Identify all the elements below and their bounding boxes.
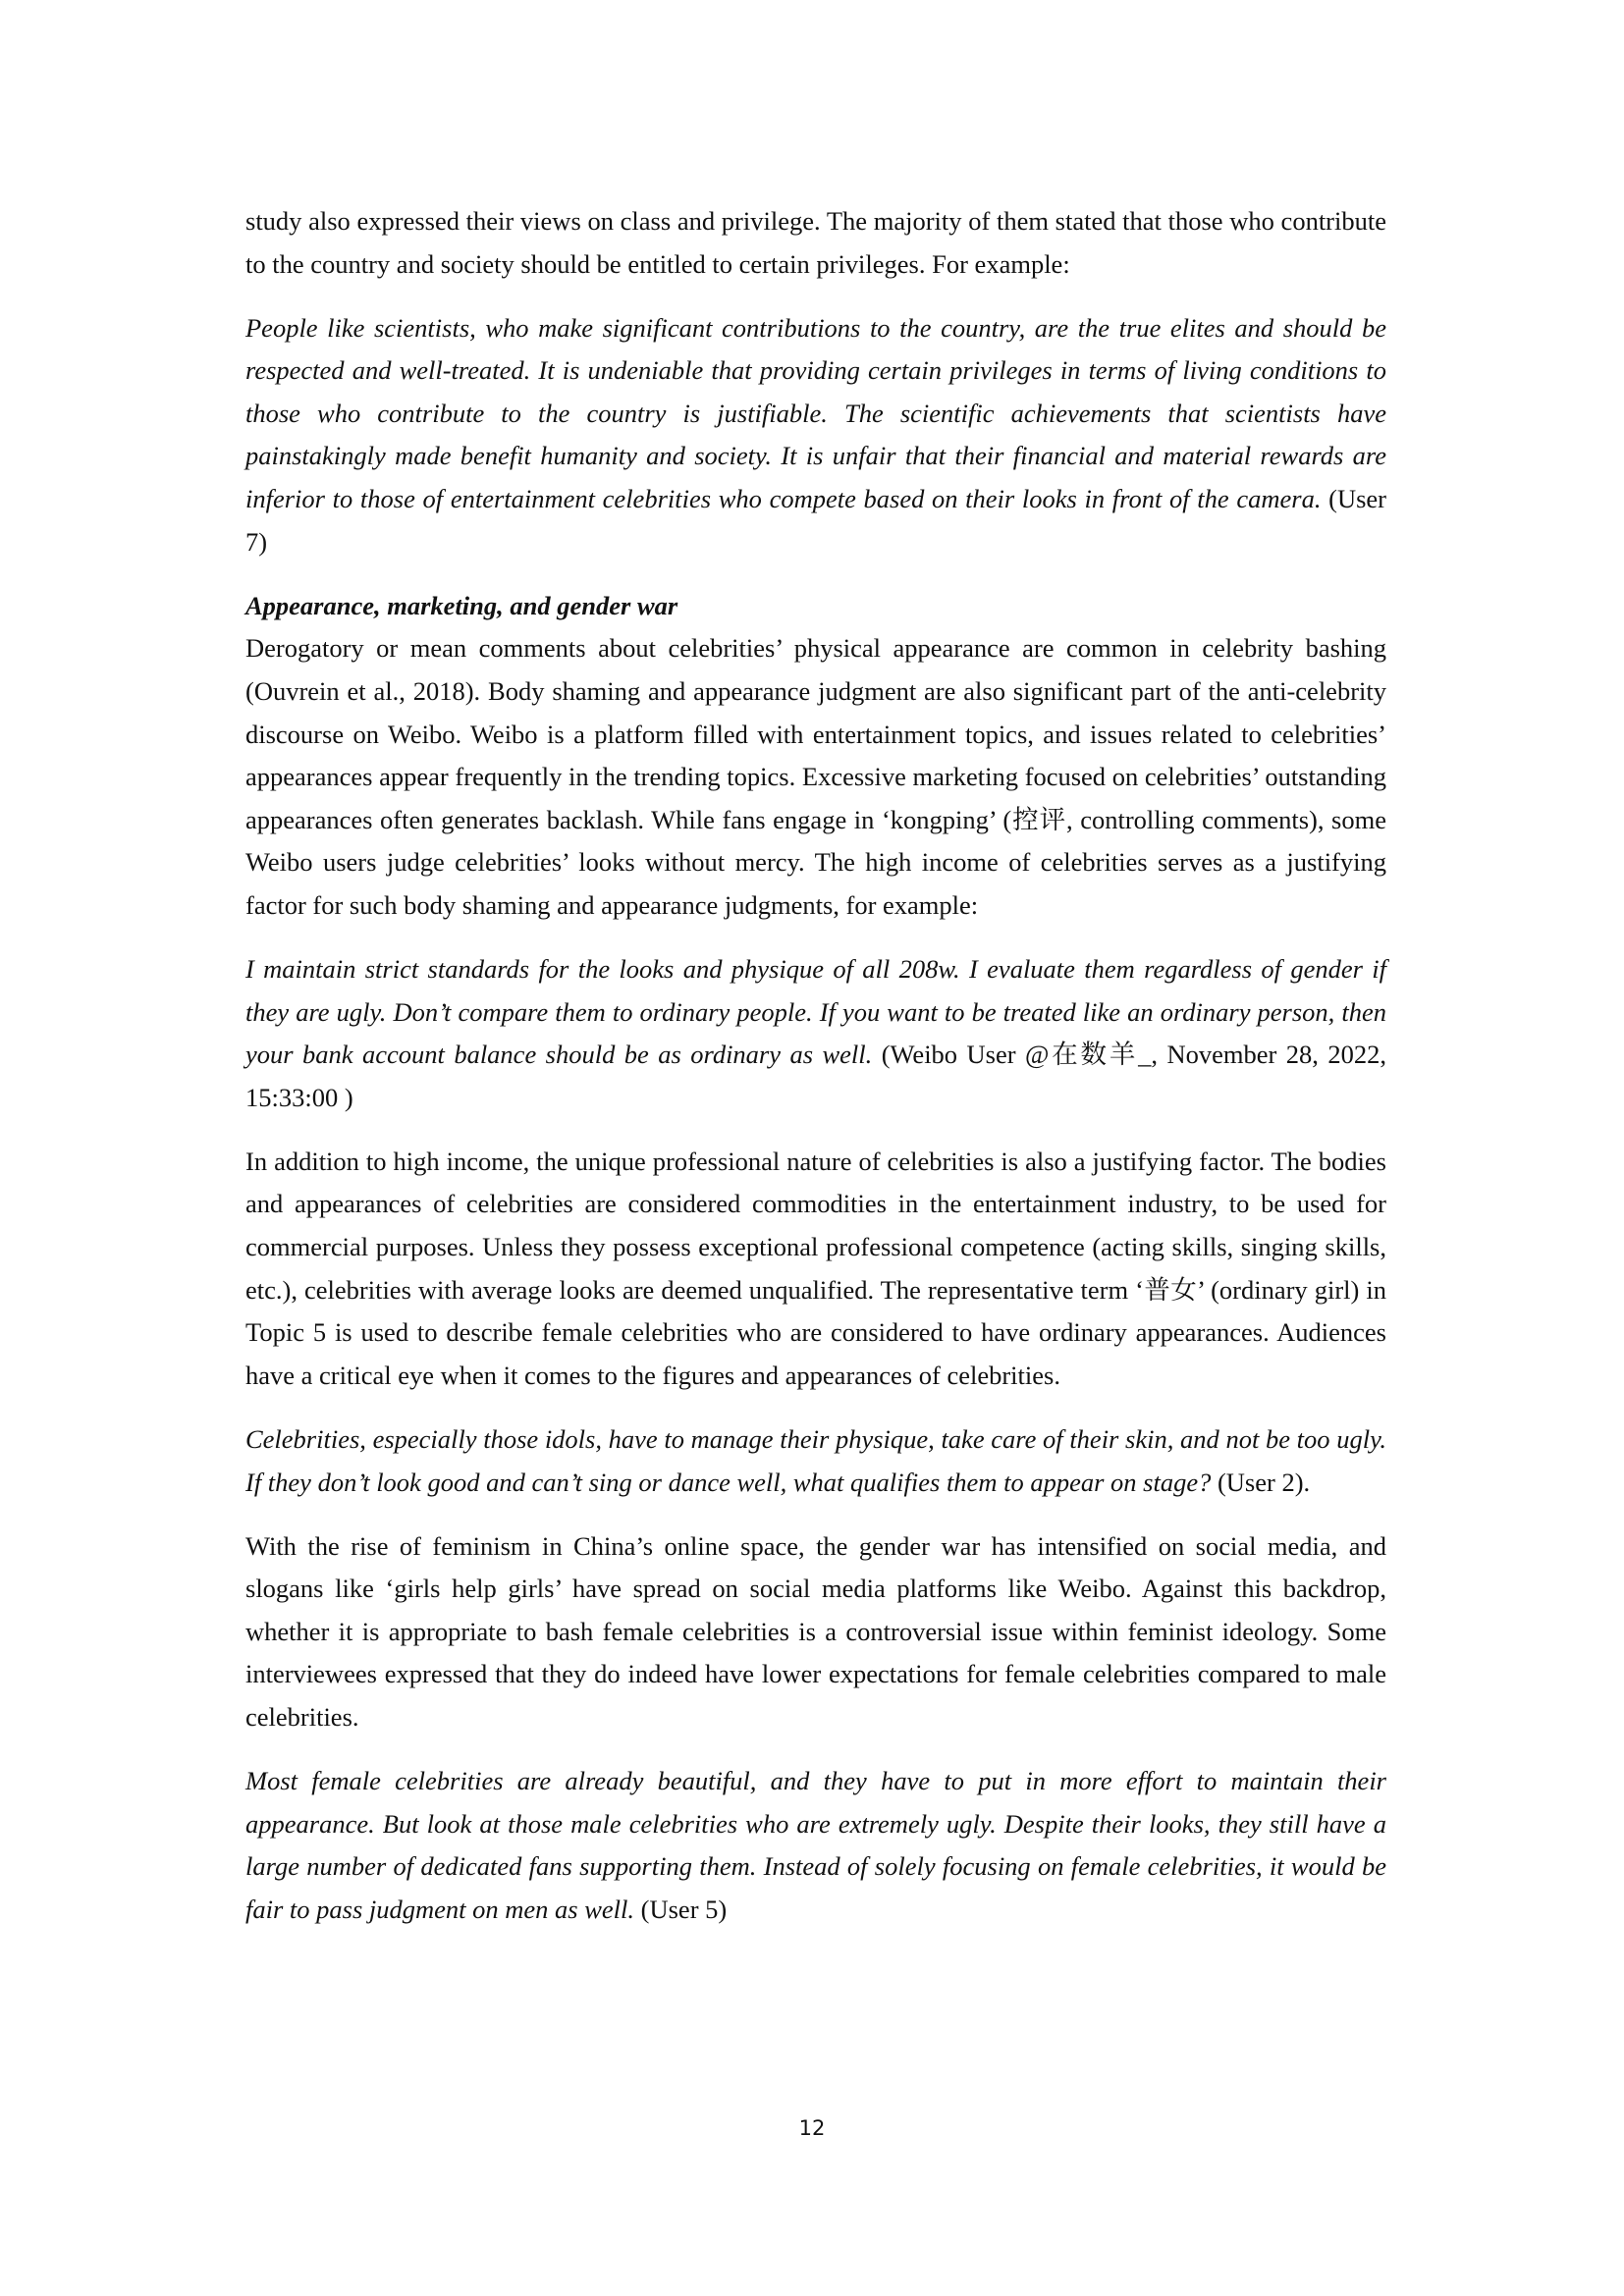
quote-user-7 [245,307,1386,564]
quote-citation: (Weibo User @在数羊_, November 28, 2022, 15:33:00 ) [245,1040,1386,1112]
quote-user-5 [245,1760,1386,1931]
paragraph-appearance: Derogatory or mean comments about celebrities’ physical appearance are common in celebrity bashing (Ouvrein et al., 2018). Body shaming and appearance judgment are also significant part of the anti-celebrity discourse on Weibo. Weibo is a platform filled with entertainment topics, and issues related to celebrities’ appearances appear frequently in the trending topics. Excessive marketing focused on celebrities’ outstanding appearances often generates backlash. While fans engage in ‘kongping’ (控评, controlling comments), some Weibo users judge celebrities’ looks without mercy. The high income of celebrities serves as a justifying factor for such body shaming and appearance judgments, for example: [245,633,1386,920]
quote-text: People like scientists, who make significant contributions to the country, are the true elites and should be respected and well-treated. It is undeniable that providing certain privileges in terms of living conditions to those who contribute to the country is justifiable. The scientific achievements that scientists have painstakingly made benefit humanity and society. It is unfair that their financial and material rewards are inferior to those of entertainment celebrities who compete based on their looks in front of the camera. [245,312,1386,514]
quote-citation: (User 7) [245,484,1386,557]
paragraph-feminism: With the rise of feminism in China’s online space, the gender war has intensified on social media, and slogans like ‘girls help girls’ have spread on social media platforms like Weibo. Against this backdrop, whether it is appropriate to bash female celebrities is a controversial issue within feminist ideology. Some interviewees expressed that they do indeed have lower expectations for female celebrities compared to male celebrities. [245,1530,1386,1732]
quote-citation: (User 2). [1211,1467,1311,1497]
quote-text: Most female celebrities are already beautiful, and they have to put in more effort to maintain their appearance. But look at those male celebrities who are extremely ugly. Despite their looks, they still have a large number of dedicated fans supporting them. Instead of solely focusing on female celebrities, it would be fair to pass judgment on men as well. [245,1766,1386,1924]
quote-citation: (User 5) [634,1894,728,1924]
quote-weibo-user [245,948,1386,1119]
document-page [245,200,1386,1931]
quote-user-2 [245,1418,1386,1504]
quote-text: I maintain strict standards for the looks and physique of all 208w. I evaluate them regardless of gender if they are ugly. Don’t compare them to ordinary people. If you want to be treated like an ordinary person, then your bank account balance should be as ordinary as well. [245,954,1386,1070]
paragraph-intro: study also expressed their views on class and privilege. The majority of them stated that those who contribute to the country and society should be entitled to certain privileges. For example: [245,206,1386,279]
section-heading: Appearance, marketing, and gender war [245,590,678,620]
quote-text: Celebrities, especially those idols, have to manage their physique, take care of their skin, and not be too ugly. If they don’t look good and can’t sing or dance well, what qualifies them to appear on stage? [245,1423,1386,1497]
page-number: 12 [798,2116,826,2140]
paragraph-professional-nature: In addition to high income, the unique professional nature of celebrities is also a justifying factor. The bodies and appearances of celebrities are considered commodities in the entertainment industry, to be used for commercial purposes. Unless they possess exceptional professional competence (acting skills, singing skills, etc.), celebrities with average looks are deemed unqualified. The representative term ‘普女’ (ordinary girl) in Topic 5 is used to describe female celebrities who are considered to have ordinary appearances. Audiences have a critical eye when it comes to the figures and appearances of celebrities. [245,1146,1386,1390]
